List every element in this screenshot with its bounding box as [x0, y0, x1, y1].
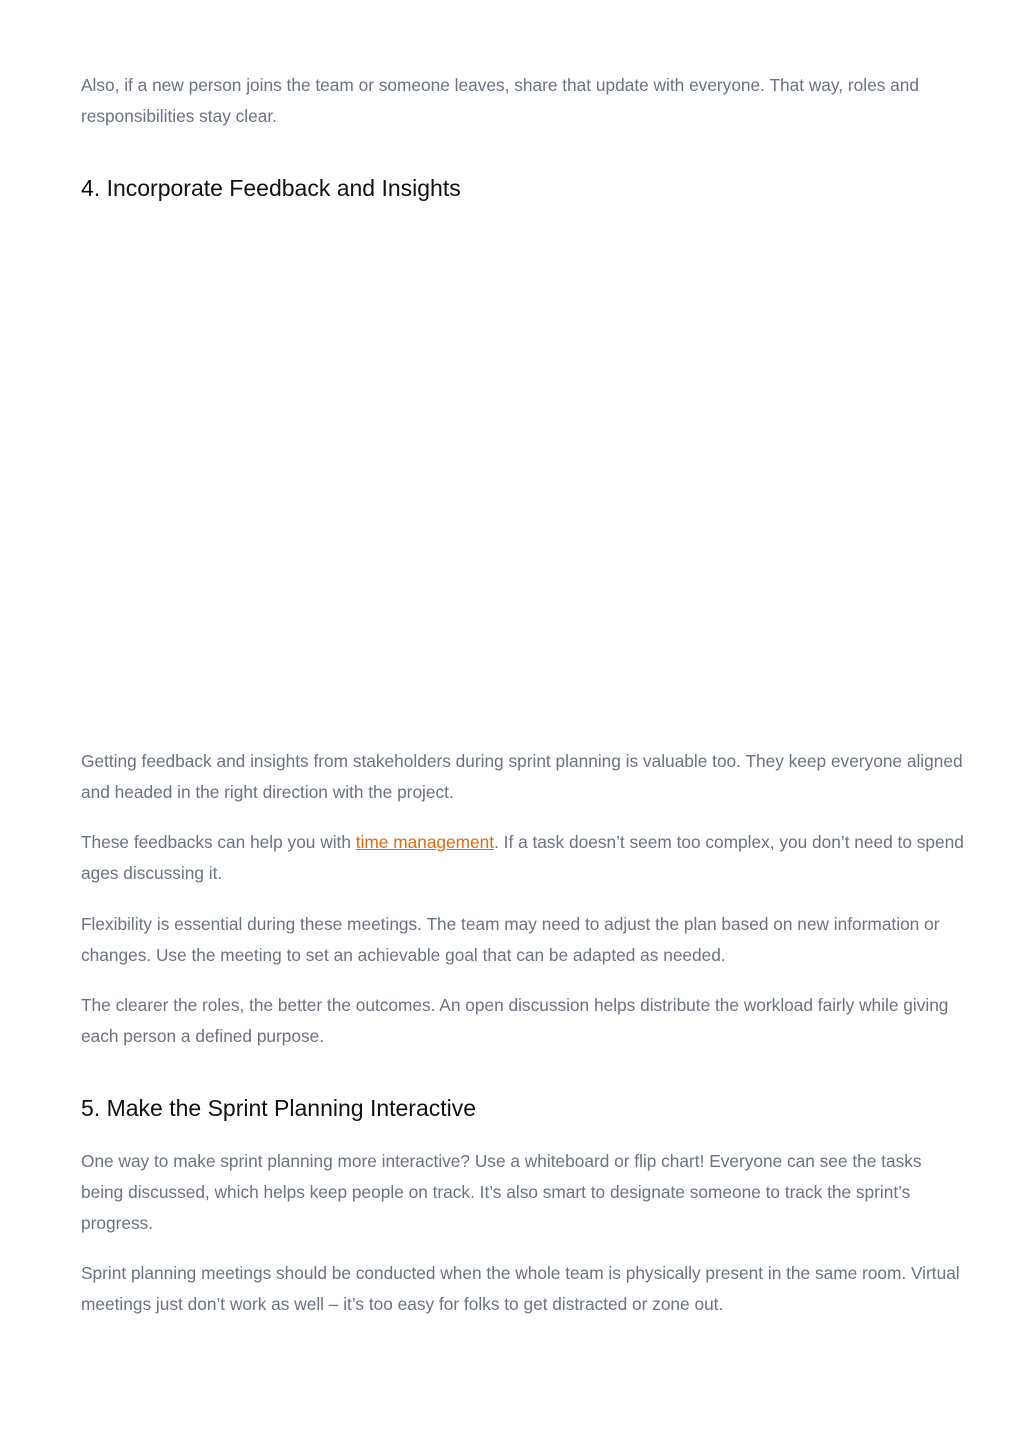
paragraph-text: These feedbacks can help you with [81, 832, 356, 852]
section-4-paragraph-1: Getting feedback and insights from stakeholders during sprint planning is valuable too. They keep everyone aligned and headed in the right direction with the project. [81, 751, 963, 802]
section-5-paragraph-2: Sprint planning meetings should be conducted when the whole team is physically present in the same room. Virtual meetings just don’t work as well – it’s too easy for folks to get distracted or zone out. [81, 1263, 960, 1314]
section-5-paragraph-1: One way to make sprint planning more interactive? Use a whiteboard or flip chart! Everyone can see the tasks being discussed, which helps keep people on track. It’s also smart to designate someone to track the sprint’s progress. [81, 1151, 922, 1233]
embedded-media-area [81, 222, 965, 732]
section-4-paragraph-4: The clearer the roles, the better the outcomes. An open discussion helps distribute the workload fairly while giving each person a defined purpose. [81, 995, 949, 1046]
intro-paragraph: Also, if a new person joins the team or someone leaves, share that update with everyone. That way, roles and responsibilities stay clear. [81, 75, 919, 126]
section-4-paragraph-3: Flexibility is essential during these meetings. The team may need to adjust the plan based on new information or changes. Use the meeting to set an achievable goal that can be adapted as needed. [81, 914, 940, 965]
section-5-heading: 5. Make the Sprint Planning Interactive [81, 1095, 477, 1121]
paragraph-text: . If a task doesn’t seem too complex, you don’t need to spend ages discussing it. [81, 832, 964, 883]
time-management-link[interactable]: time management [355, 832, 495, 852]
section-4-heading: 4. Incorporate Feedback and Insights [81, 175, 461, 201]
section-4-paragraph-2 [81, 827, 965, 889]
